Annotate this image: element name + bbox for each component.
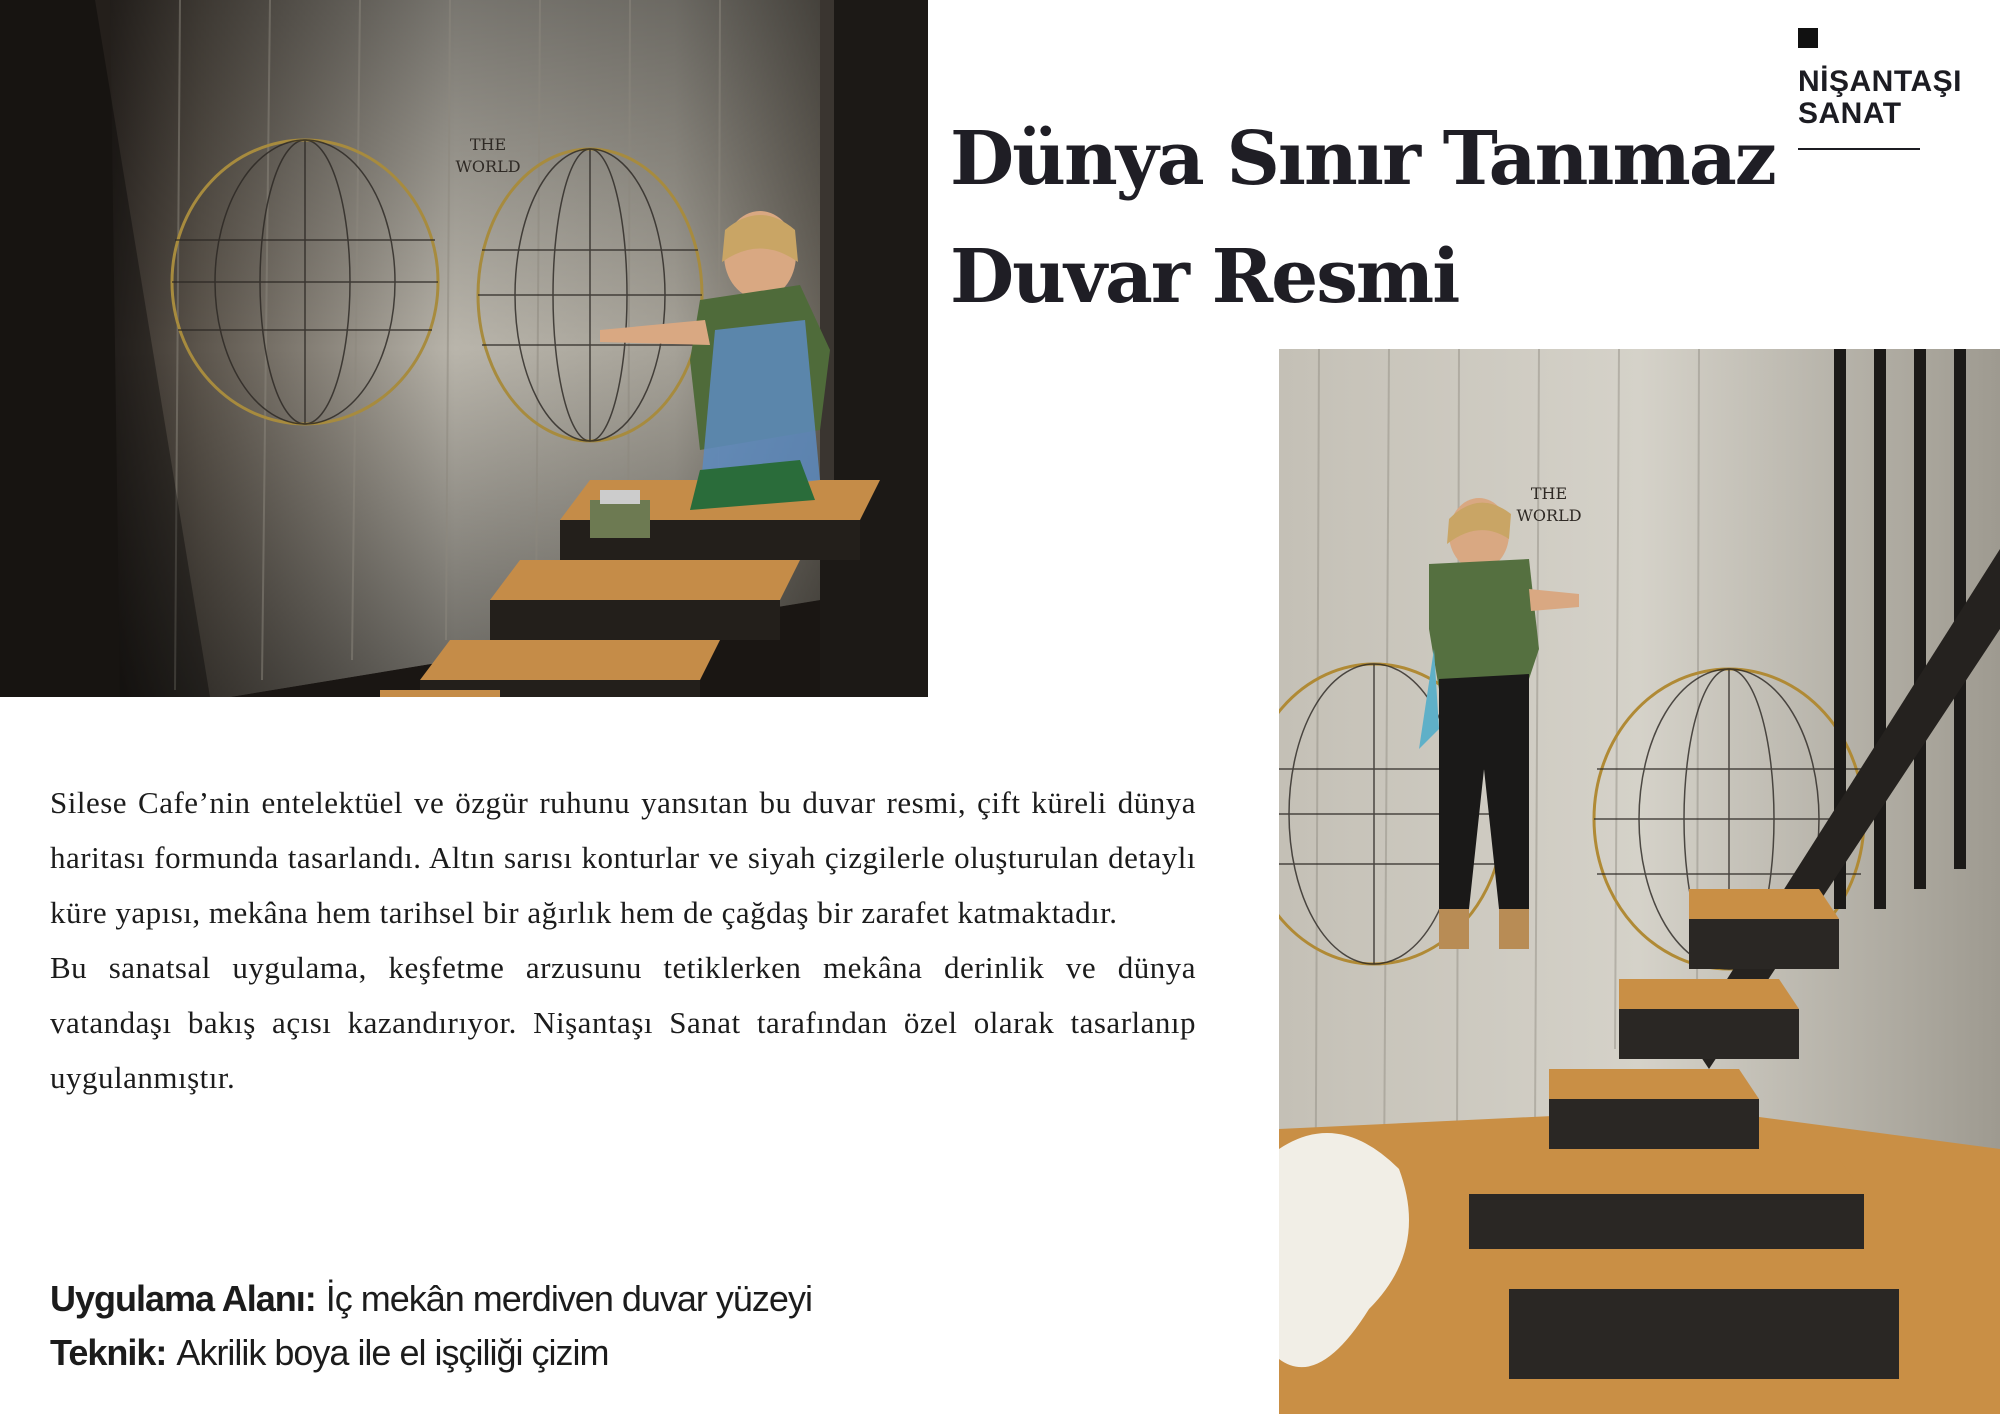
- description: [50, 775, 1196, 1105]
- detail-row-area: [50, 1272, 812, 1326]
- mural-photo-standing: [1279, 349, 2000, 1414]
- technique-value: Akrilik boya ile el işçiliği çizim: [176, 1332, 609, 1373]
- logo-text: [1798, 65, 1962, 130]
- mural-text-the-2: THE: [1530, 484, 1568, 503]
- title-line-1: Dünya Sınır Tanımaz: [950, 116, 1775, 202]
- title-line-2: Duvar Resmi: [950, 234, 1459, 320]
- technique-label: Teknik:: [50, 1332, 167, 1373]
- detail-row-technique: [50, 1326, 812, 1380]
- page-title: [950, 100, 1775, 336]
- brand-logo: [1798, 28, 1962, 150]
- mural-text-the: THE: [469, 135, 507, 154]
- logo-line-1: NİŞANTAŞI: [1798, 65, 1962, 98]
- mural-photo-seated: [0, 0, 928, 697]
- mural-text-world-2: WORLD: [1516, 506, 1582, 525]
- logo-underline: [1798, 148, 1920, 150]
- mural-text-world: WORLD: [455, 157, 521, 176]
- area-value: İç mekân merdiven duvar yüzeyi: [325, 1278, 812, 1319]
- description-paragraph-1: Silese Cafe’nin entelektüel ve özgür ruhunu yansıtan bu duvar resmi, çift küreli dünya haritası formunda tasarlandı. Altın sarısı konturlar ve siyah çizgilerle oluşturulan detaylı küre yapısı, mekâna hem tarihsel bir ağırlık hem de çağdaş bir zarafet katmaktadır.: [50, 785, 1196, 930]
- area-label: Uygulama Alanı:: [50, 1278, 316, 1319]
- logo-line-2: SANAT: [1798, 97, 1902, 130]
- description-paragraph-2: Bu sanatsal uygulama, keşfetme arzusunu tetiklerken mekâna derinlik ve dünya vatandaşı bakış açısı kazandırıyor. Nişantaşı Sanat tarafından özel olarak tasarlanıp uygulanmıştır.: [50, 950, 1196, 1095]
- logo-square-mark: [1798, 28, 1818, 48]
- project-details: [50, 1272, 812, 1380]
